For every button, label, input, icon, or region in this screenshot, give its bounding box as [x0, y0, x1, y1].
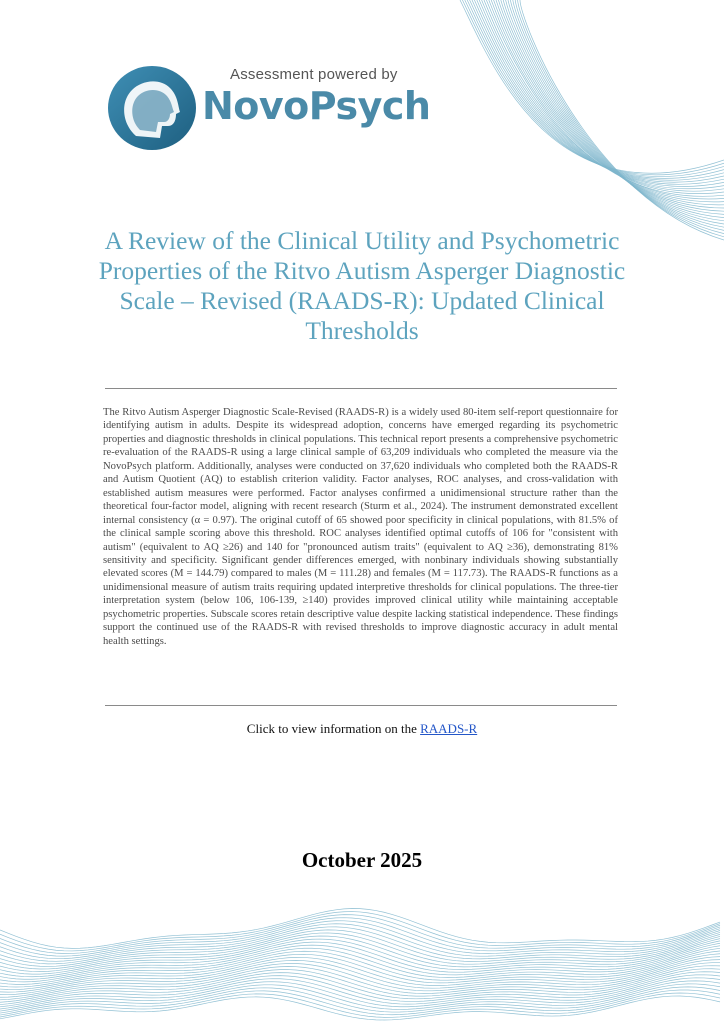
wave-line	[503, 0, 724, 218]
logo-brand-name: NovoPsych	[202, 84, 431, 128]
info-line-prefix: Click to view information on the	[246, 721, 421, 736]
logo-tagline: Assessment powered by	[230, 66, 398, 83]
head-profile-logo-icon	[106, 62, 198, 152]
wave-line	[0, 921, 720, 959]
wave-line	[0, 966, 720, 998]
wave-line	[501, 0, 724, 214]
wave-line	[470, 0, 724, 180]
abstract	[103, 406, 618, 648]
wave-line	[0, 915, 720, 954]
divider-bottom	[105, 705, 617, 706]
info-line	[0, 721, 724, 737]
wave-line	[0, 909, 720, 949]
wave-line	[0, 924, 720, 962]
novopsych-logo	[106, 62, 436, 152]
wave-line	[508, 0, 724, 224]
report-date: October 2025	[301, 848, 423, 872]
wave-line	[0, 930, 720, 967]
decorative-wave-lines-bottom	[0, 900, 724, 1024]
divider-top	[105, 388, 617, 389]
abstract-paragraph: The Ritvo Autism Asperger Diagnostic Scale-Revised (RAADS-R) is a widely used 80-item self-report questionnaire for identifying autism in adults. Despite its widespread adoption, concerns have emerged regarding its psychometric properties and diagnostic thresholds in clinical populations. This technical report presents a comprehensive psychometric re-evaluation of the RAADS-R using a large clinical sample of 63,209 individuals who completed the measure via the NovoPsych platform. Additionally, analyses were conducted on 37,620 individuals who completed both the RAADS-R and Autism Quotient (AQ) to establish criterion validity. Factor analyses, ROC analyses, and cross-validation with established autism measures were performed. Factor analyses confirmed a unidimensional structure rather than the theoretical four-factor model, aligning with recent research (Sturm et al., 2024). The instrument demonstrated excellent internal consistency (α = 0.97). The original cutoff of 65 showed poor specificity in clinical populations, with 81.5% of the clinical sample scoring above this threshold. ROC analyses identified optimal cutoffs of 106 for "consistent with autism" (equivalent to AQ ≥26) and 140 for "pronounced autism traits" (equivalent to AQ ≥36), demonstrating 81% sensitivity and specificity. Significant gender differences emerged, with nonbinary individuals showing substantially elevated scores (M = 144.79) compared to males (M = 111.28) and females (M = 117.73). The RAADS-R functions as a unidimensional measure of autism traits requiring updated interpretive thresholds for clinical populations. The three-tier interpretation system (below 106, 106-139, ≥140) provides improved clinical utility while maintaining acceptable psychometric properties. Subscale scores retain descriptive value despite lacking statistical independence. These findings support the continued use of the RAADS-R with revised thresholds to improve diagnostic accuracy in adult mental health settings.	[103, 407, 618, 647]
wave-line	[0, 993, 720, 1017]
decorative-wave-lines-top	[430, 0, 724, 250]
wave-line	[520, 0, 724, 240]
wave-line	[0, 918, 720, 956]
document-title: A Review of the Clinical Utility and Psychometric Properties of the Ritvo Autism Asperger Diagnostic Scale – Revised (RAADS-R): Updated Clinical Thresholds	[98, 226, 626, 345]
raads-r-link[interactable]: RAADS-R	[420, 721, 478, 736]
